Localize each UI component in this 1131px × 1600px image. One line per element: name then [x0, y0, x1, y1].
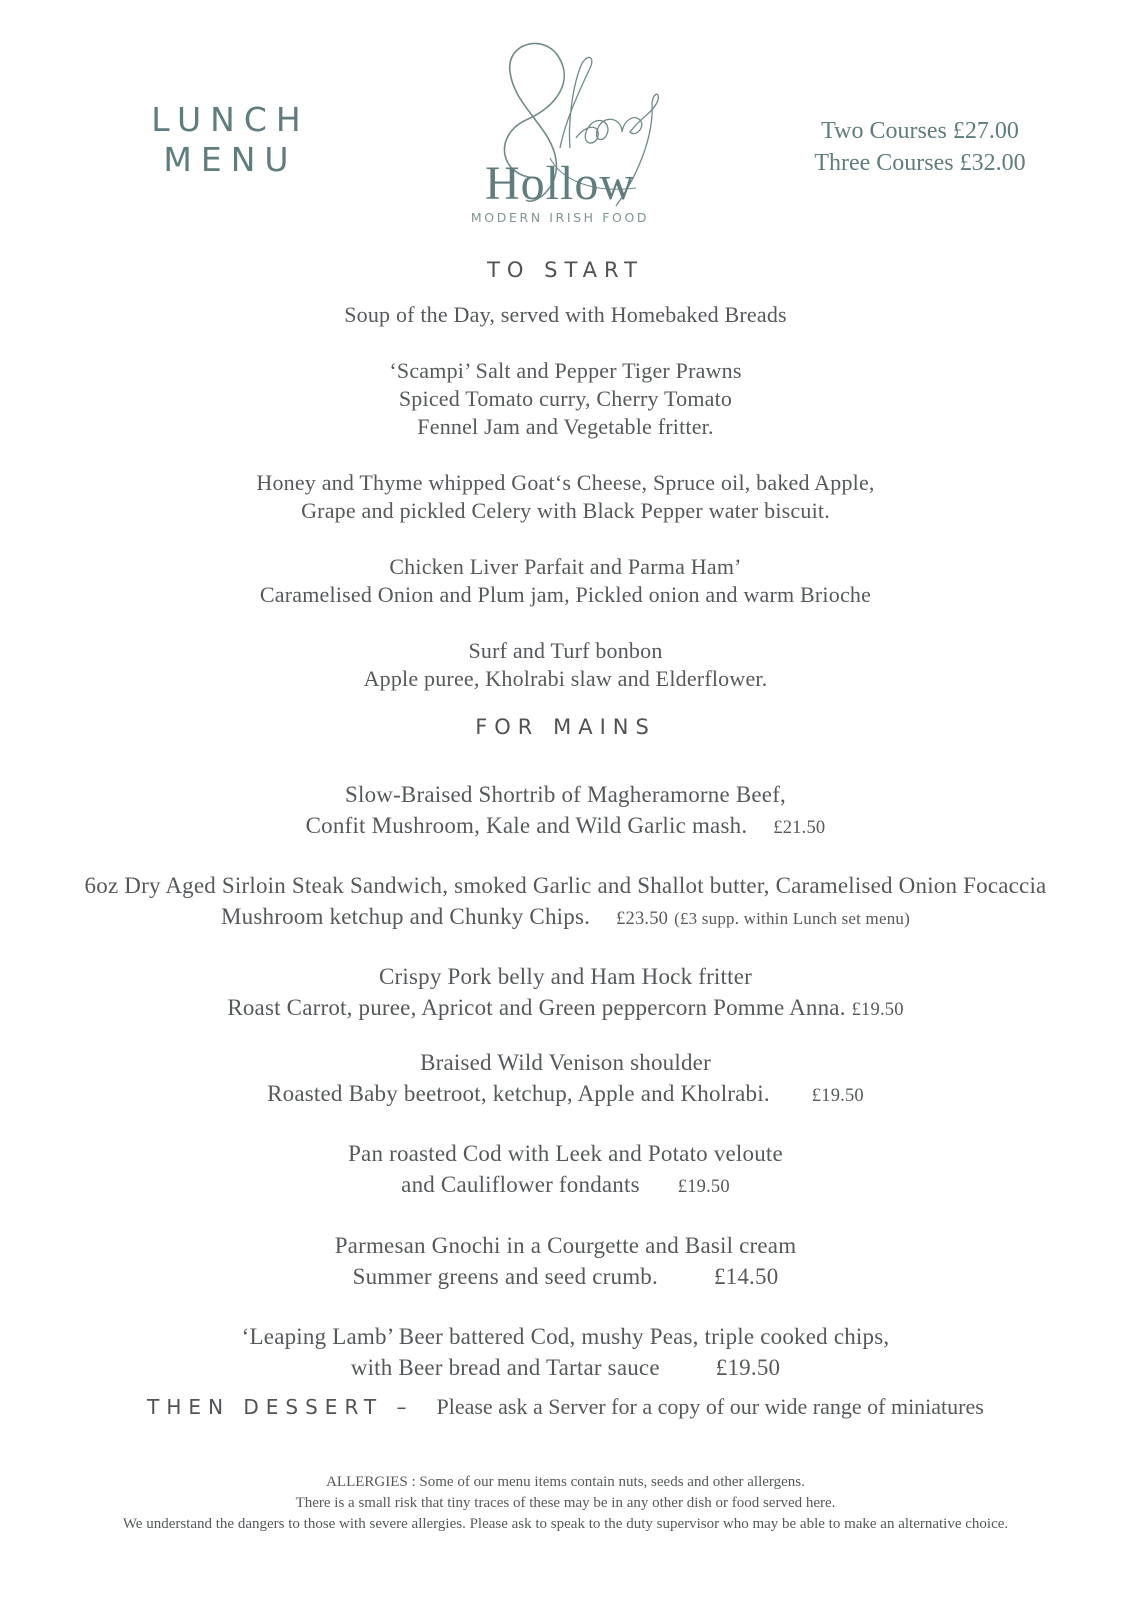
- starter-line: Fennel Jam and Vegetable fritter.: [417, 414, 714, 439]
- main-line2: [0, 810, 1131, 844]
- main-line2: [0, 1169, 1131, 1203]
- main-item: [0, 961, 1131, 1026]
- starter-item: [0, 637, 1131, 693]
- main-price: £14.50: [713, 1264, 779, 1289]
- main-item: [0, 870, 1131, 935]
- logo-tagline: MODERN IRISH FOOD: [470, 210, 650, 225]
- main-line1: ‘Leaping Lamb’ Beer battered Cod, mushy Peas, triple cooked chips,: [241, 1324, 890, 1349]
- main-price: £19.50: [851, 1000, 904, 1020]
- price-three-courses: Three Courses £32.00: [814, 150, 1026, 176]
- mains-heading: FOR MAINS: [475, 715, 656, 739]
- main-price: £23.50: [616, 909, 669, 929]
- main-desc: Mushroom ketchup and Chunky Chips.: [221, 904, 591, 929]
- starter-line: Spiced Tomato curry, Cherry Tomato: [398, 386, 733, 411]
- main-price: £19.50: [811, 1086, 864, 1106]
- main-desc: Summer greens and seed crumb.: [352, 1264, 658, 1289]
- main-desc: Roasted Baby beetroot, ketchup, Apple and Kholrabi.: [267, 1081, 770, 1106]
- starter-item: [0, 553, 1131, 609]
- starters-heading: TO START: [487, 258, 644, 282]
- main-line1: Slow-Braised Shortrib of Magheramorne Beef,: [344, 782, 787, 807]
- main-item: [0, 1321, 1131, 1383]
- main-price-note: (£3 supp. within Lunch set menu): [674, 909, 910, 928]
- main-line2: [0, 1352, 1131, 1383]
- starter-line: ‘Scampi’ Salt and Pepper Tiger Prawns: [389, 358, 742, 383]
- main-line2: [0, 901, 1131, 935]
- dessert-heading: THEN DESSERT –: [147, 1395, 414, 1419]
- restaurant-logo: [440, 28, 680, 228]
- menu-title-line2: MENU: [163, 140, 298, 179]
- main-item: [0, 1230, 1131, 1292]
- menu-title: [148, 100, 313, 180]
- allergy-line: ALLERGIES : Some of our menu items contain nuts, seeds and other allergens.: [326, 1474, 805, 1490]
- main-item: [0, 1138, 1131, 1203]
- main-item: [0, 1047, 1131, 1112]
- starter-line: Caramelised Onion and Plum jam, Pickled onion and warm Brioche: [259, 582, 872, 607]
- main-price: £21.50: [773, 818, 826, 838]
- price-two-courses: Two Courses £27.00: [821, 118, 1019, 144]
- starter-item: [0, 357, 1131, 441]
- starter-line: Soup of the Day, served with Homebaked Breads: [344, 302, 787, 327]
- starter-item: [0, 301, 1131, 329]
- menu-title-line1: LUNCH: [151, 100, 310, 139]
- course-prices: [790, 115, 1050, 179]
- allergy-line: We understand the dangers to those with severe allergies. Please ask to speak to the duty supervisor who may be able to make an alternative choice.: [122, 1516, 1009, 1532]
- main-line1: Braised Wild Venison shoulder: [420, 1050, 711, 1075]
- starter-line: Apple puree, Kholrabi slaw and Elderflower.: [363, 666, 768, 691]
- main-line1: Crispy Pork belly and Ham Hock fritter: [379, 964, 752, 989]
- main-price: £19.50: [715, 1355, 781, 1380]
- main-line2: [0, 1261, 1131, 1292]
- starter-line: Chicken Liver Parfait and Parma Ham’: [389, 554, 742, 579]
- dessert-section: [0, 1394, 1131, 1420]
- logo-wordmark: Hollow: [485, 157, 635, 210]
- main-desc: Roast Carrot, puree, Apricot and Green peppercorn Pomme Anna.: [227, 995, 846, 1020]
- logo-script-text: Sleepy: [588, 112, 592, 113]
- main-line2: [0, 992, 1131, 1026]
- main-line1: Parmesan Gnochi in a Courgette and Basil cream: [334, 1233, 797, 1258]
- starter-line: Honey and Thyme whipped Goat‘s Cheese, Spruce oil, baked Apple,: [256, 470, 875, 495]
- starter-line: Grape and pickled Celery with Black Pepper water biscuit.: [301, 498, 830, 523]
- main-desc: with Beer bread and Tartar sauce: [350, 1355, 660, 1380]
- starter-line: Surf and Turf bonbon: [468, 638, 663, 663]
- main-price: £19.50: [677, 1177, 730, 1197]
- allergy-notice: [0, 1472, 1131, 1535]
- main-line1: Pan roasted Cod with Leek and Potato veloute: [348, 1141, 783, 1166]
- starter-item: [0, 469, 1131, 525]
- main-line1: 6oz Dry Aged Sirloin Steak Sandwich, smoked Garlic and Shallot butter, Caramelised Onion Focaccia: [84, 873, 1047, 898]
- main-desc: Confit Mushroom, Kale and Wild Garlic mash.: [305, 813, 748, 838]
- main-item: [0, 779, 1131, 844]
- allergy-line: There is a small risk that tiny traces of these may be in any other dish or food served here.: [295, 1495, 836, 1511]
- dessert-text: Please ask a Server for a copy of our wide range of miniatures: [436, 1394, 984, 1419]
- main-line2: [0, 1078, 1131, 1112]
- main-desc: and Cauliflower fondants: [401, 1172, 640, 1197]
